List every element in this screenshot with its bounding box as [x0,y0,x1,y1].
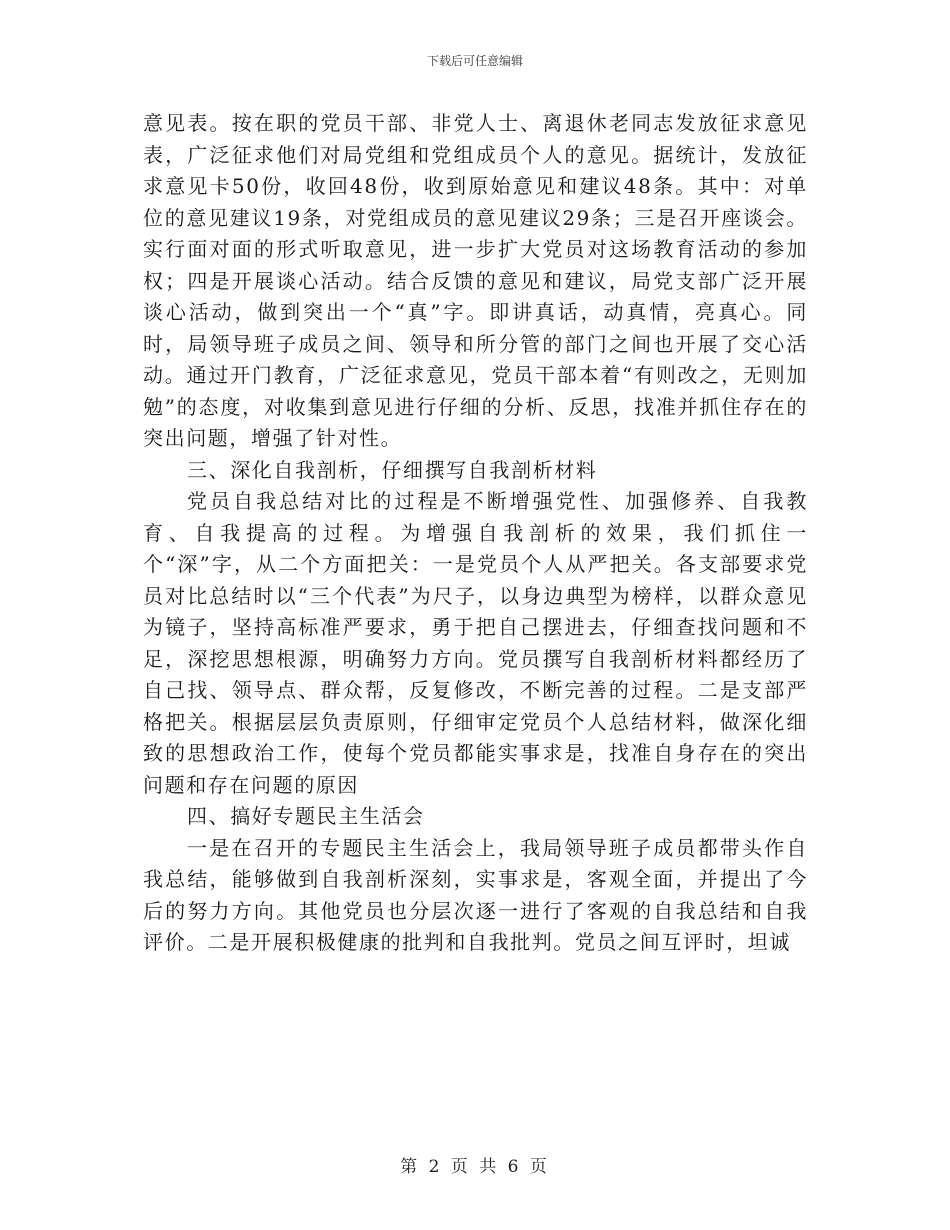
document-body [143,108,808,959]
section-heading-3: 三、深化自我剖析，仔细撰写自我剖析材料 [187,457,598,482]
page-header: 下载后可任意编辑 [426,54,523,68]
section-heading-4: 四、搞好专题民主生活会 [187,804,425,828]
paragraph-3: 一是在召开的专题民主生活会上，我局领导班子成员都带头作自我总结，能够做到自我剖析深刻，实事求是，客观全面，并提出了今后的努力方向。其他党员也分层次逐一进行了客观的自我总结和自我评价。二是开展积极健康的批判和自我批判。党员之间互评时，坦诚 [143,835,808,954]
paragraph-1: 意见表。按在职的党员干部、非党人士、离退休老同志发放征求意见表，广泛征求他们对局党组和党组成员个人的意见。据统计，发放征求意见卡50份，收回48份，收到原始意见和建议48条。其中：对单位的意见建议19条，对党组成员的意见建议29条；三是召开座谈会。实行面对面的形式听取意见，进一步扩大党员对这场教育活动的参加权；四是开展谈心活动。结合反馈的意见和建议，局党支部广泛开展谈心活动，做到突出一个“真”字。即讲真话，动真情，亮真心。同时，局领导班子成员之间、领导和所分管的部门之间也开展了交心活动。通过开门教育，广泛征求意见，党员干部本着“有则改之，无则加勉”的态度，对收集到意见进行仔细的分析、反思，找准并抓住存在的突出问题，增强了针对性。 [143,111,808,450]
paragraph-2: 党员自我总结对比的过程是不断增强党性、加强修养、自我教育、自我提高的过程。为增强自我剖析的效果，我们抓住一个“深”字，从二个方面把关：一是党员个人从严把关。各支部要求党员对比总结时以“三个代表”为尺子，以身边典型为榜样，以群众意见为镜子，坚持高标准严要求，勇于把自己摆进去，仔细查找问题和不足，深挖思想根源，明确努力方向。党员撰写自我剖析材料都经历了自己找、领导点、群众帮，反复修改，不断完善的过程。二是支部严格把关。根据层层负责原则，仔细审定党员个人总结材料，做深化细致的思想政治工作，使每个党员都能实事求是，找准自身存在的突出问题和存在问题的原因 [143,489,808,797]
page-number: 第 2 页 共 6 页 [400,1157,550,1177]
